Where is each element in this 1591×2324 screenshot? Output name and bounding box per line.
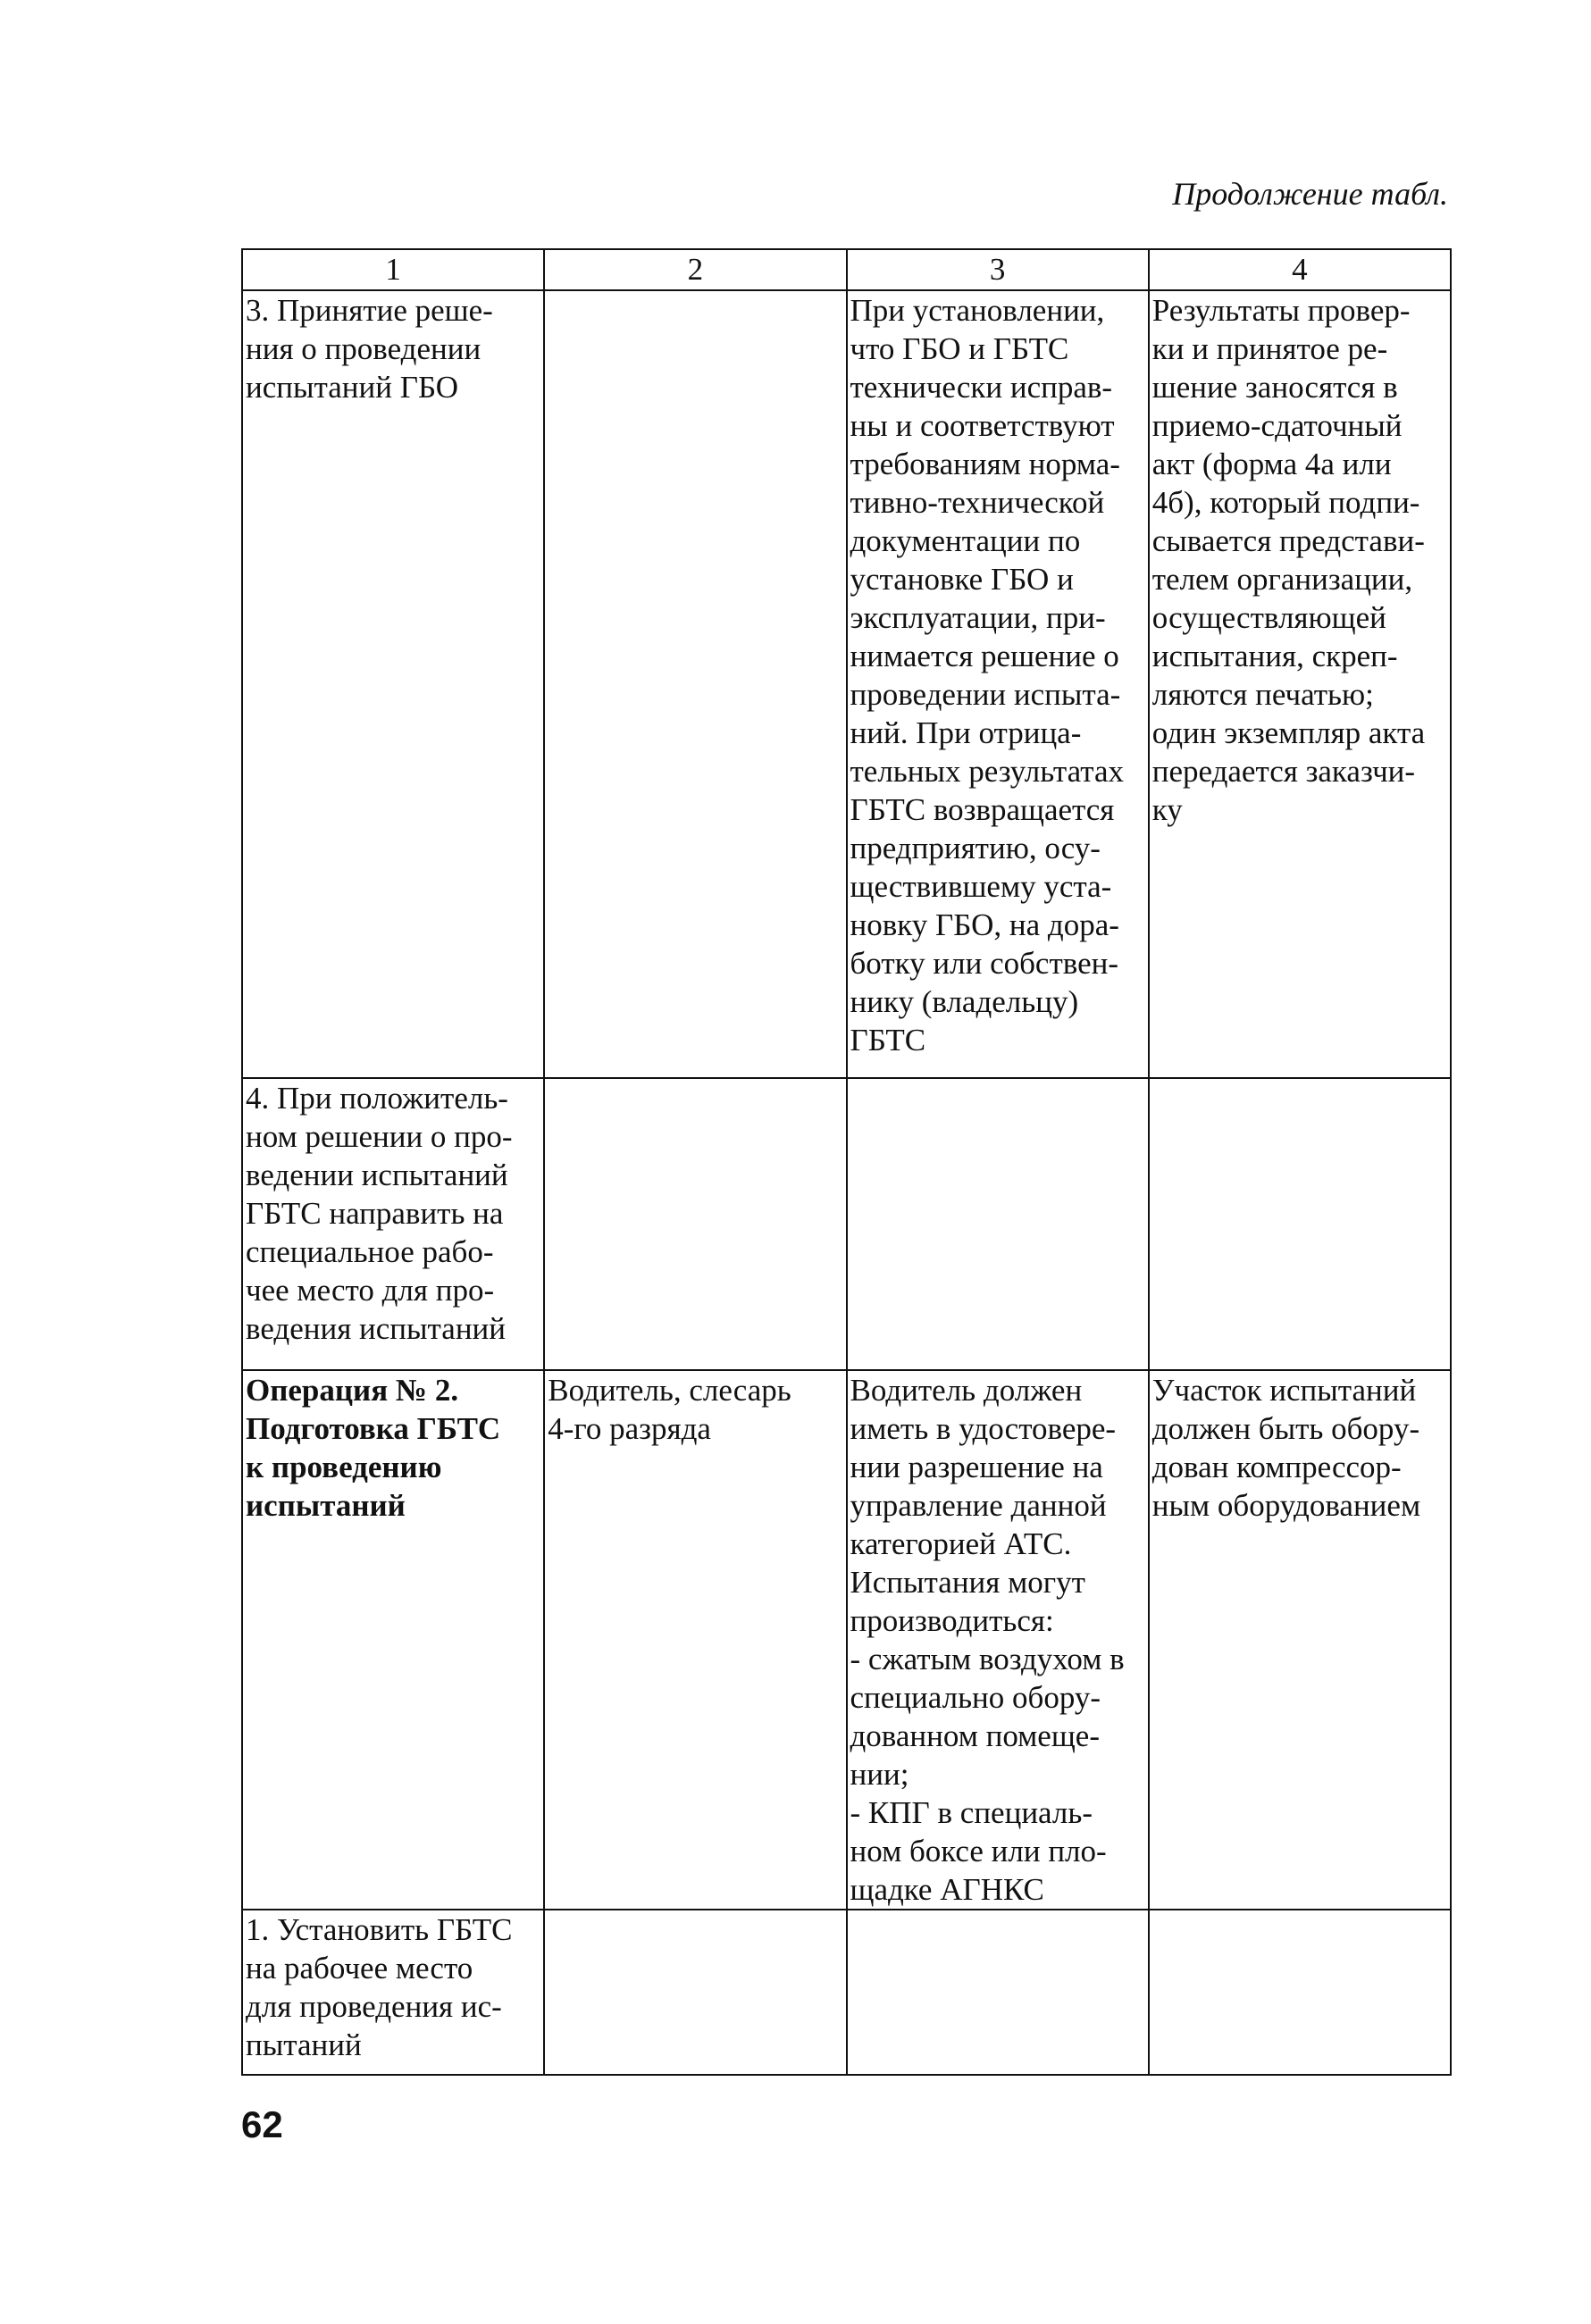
table-cell-step: 1. Установить ГБТС на рабочее место для проведения ис- пытаний (242, 1910, 544, 2075)
table-cell-operation-title: Операция № 2. Подготовка ГБТС к проведению испытаний (242, 1370, 544, 1910)
procedure-table (241, 248, 1452, 2076)
table-row (242, 1078, 1451, 1370)
procedure-table-container (241, 248, 1452, 2076)
table-cell-notes (1149, 1910, 1451, 2075)
table-cell-performer (544, 1078, 846, 1370)
table-cell-requirements: Водитель должен иметь в удостовере- нии разрешение на управление данной категорией АТС. Испытания могут производиться: - сжатым воздухом в специально обору- дованном помеще- нии; - КПГ в специаль- ном боксе или пло- щадке АГНКС (847, 1370, 1149, 1910)
page-number: 62 (241, 2103, 283, 2145)
table-cell-notes: Участок испытаний должен быть обору- дован компрессор- ным оборудованием (1149, 1370, 1451, 1910)
table-cell-notes: Результаты провер- ки и принятое ре- шение заносятся в приемо-сдаточный акт (форма 4а или 4б), который подпи- сывается представи- телем организации, осуществляющей испытания, скреп- ляются печатью; один экземпляр акта передается заказчи- ку (1149, 290, 1451, 1078)
table-cell-performer (544, 290, 846, 1078)
table-row (242, 1910, 1451, 2075)
table-row (242, 1370, 1451, 1910)
column-header-4: 4 (1149, 249, 1451, 290)
table-cell-notes (1149, 1078, 1451, 1370)
column-header-1: 1 (242, 249, 544, 290)
table-row (242, 290, 1451, 1078)
table-cell-requirements (847, 1078, 1149, 1370)
table-cell-step: 3. Принятие реше- ния о проведении испытаний ГБО (242, 290, 544, 1078)
table-cell-performer: Водитель, слесарь 4-го разряда (544, 1370, 846, 1910)
table-cell-performer (544, 1910, 846, 2075)
table-continuation-label: Продолжение табл. (1172, 176, 1448, 212)
table-header-row (242, 249, 1451, 290)
table-cell-step: 4. При положитель- ном решении о про- ведении испытаний ГБТС направить на специальное рабо- чее место для про- ведения испытаний (242, 1078, 544, 1370)
table-cell-requirements (847, 1910, 1149, 2075)
column-header-2: 2 (544, 249, 846, 290)
table-cell-requirements: При установлении, что ГБО и ГБТС технически исправ- ны и соответствуют требованиям норма- тивно-технической документации по установке ГБО и эксплуатации, при- нимается решение о проведении испыта- ний. При отрица- тельных результатах ГБТС возвращается предприятию, осу- ществившему уста- новку ГБО, на дора- ботку или собствен- нику (владельцу) ГБТС (847, 290, 1149, 1078)
column-header-3: 3 (847, 249, 1149, 290)
